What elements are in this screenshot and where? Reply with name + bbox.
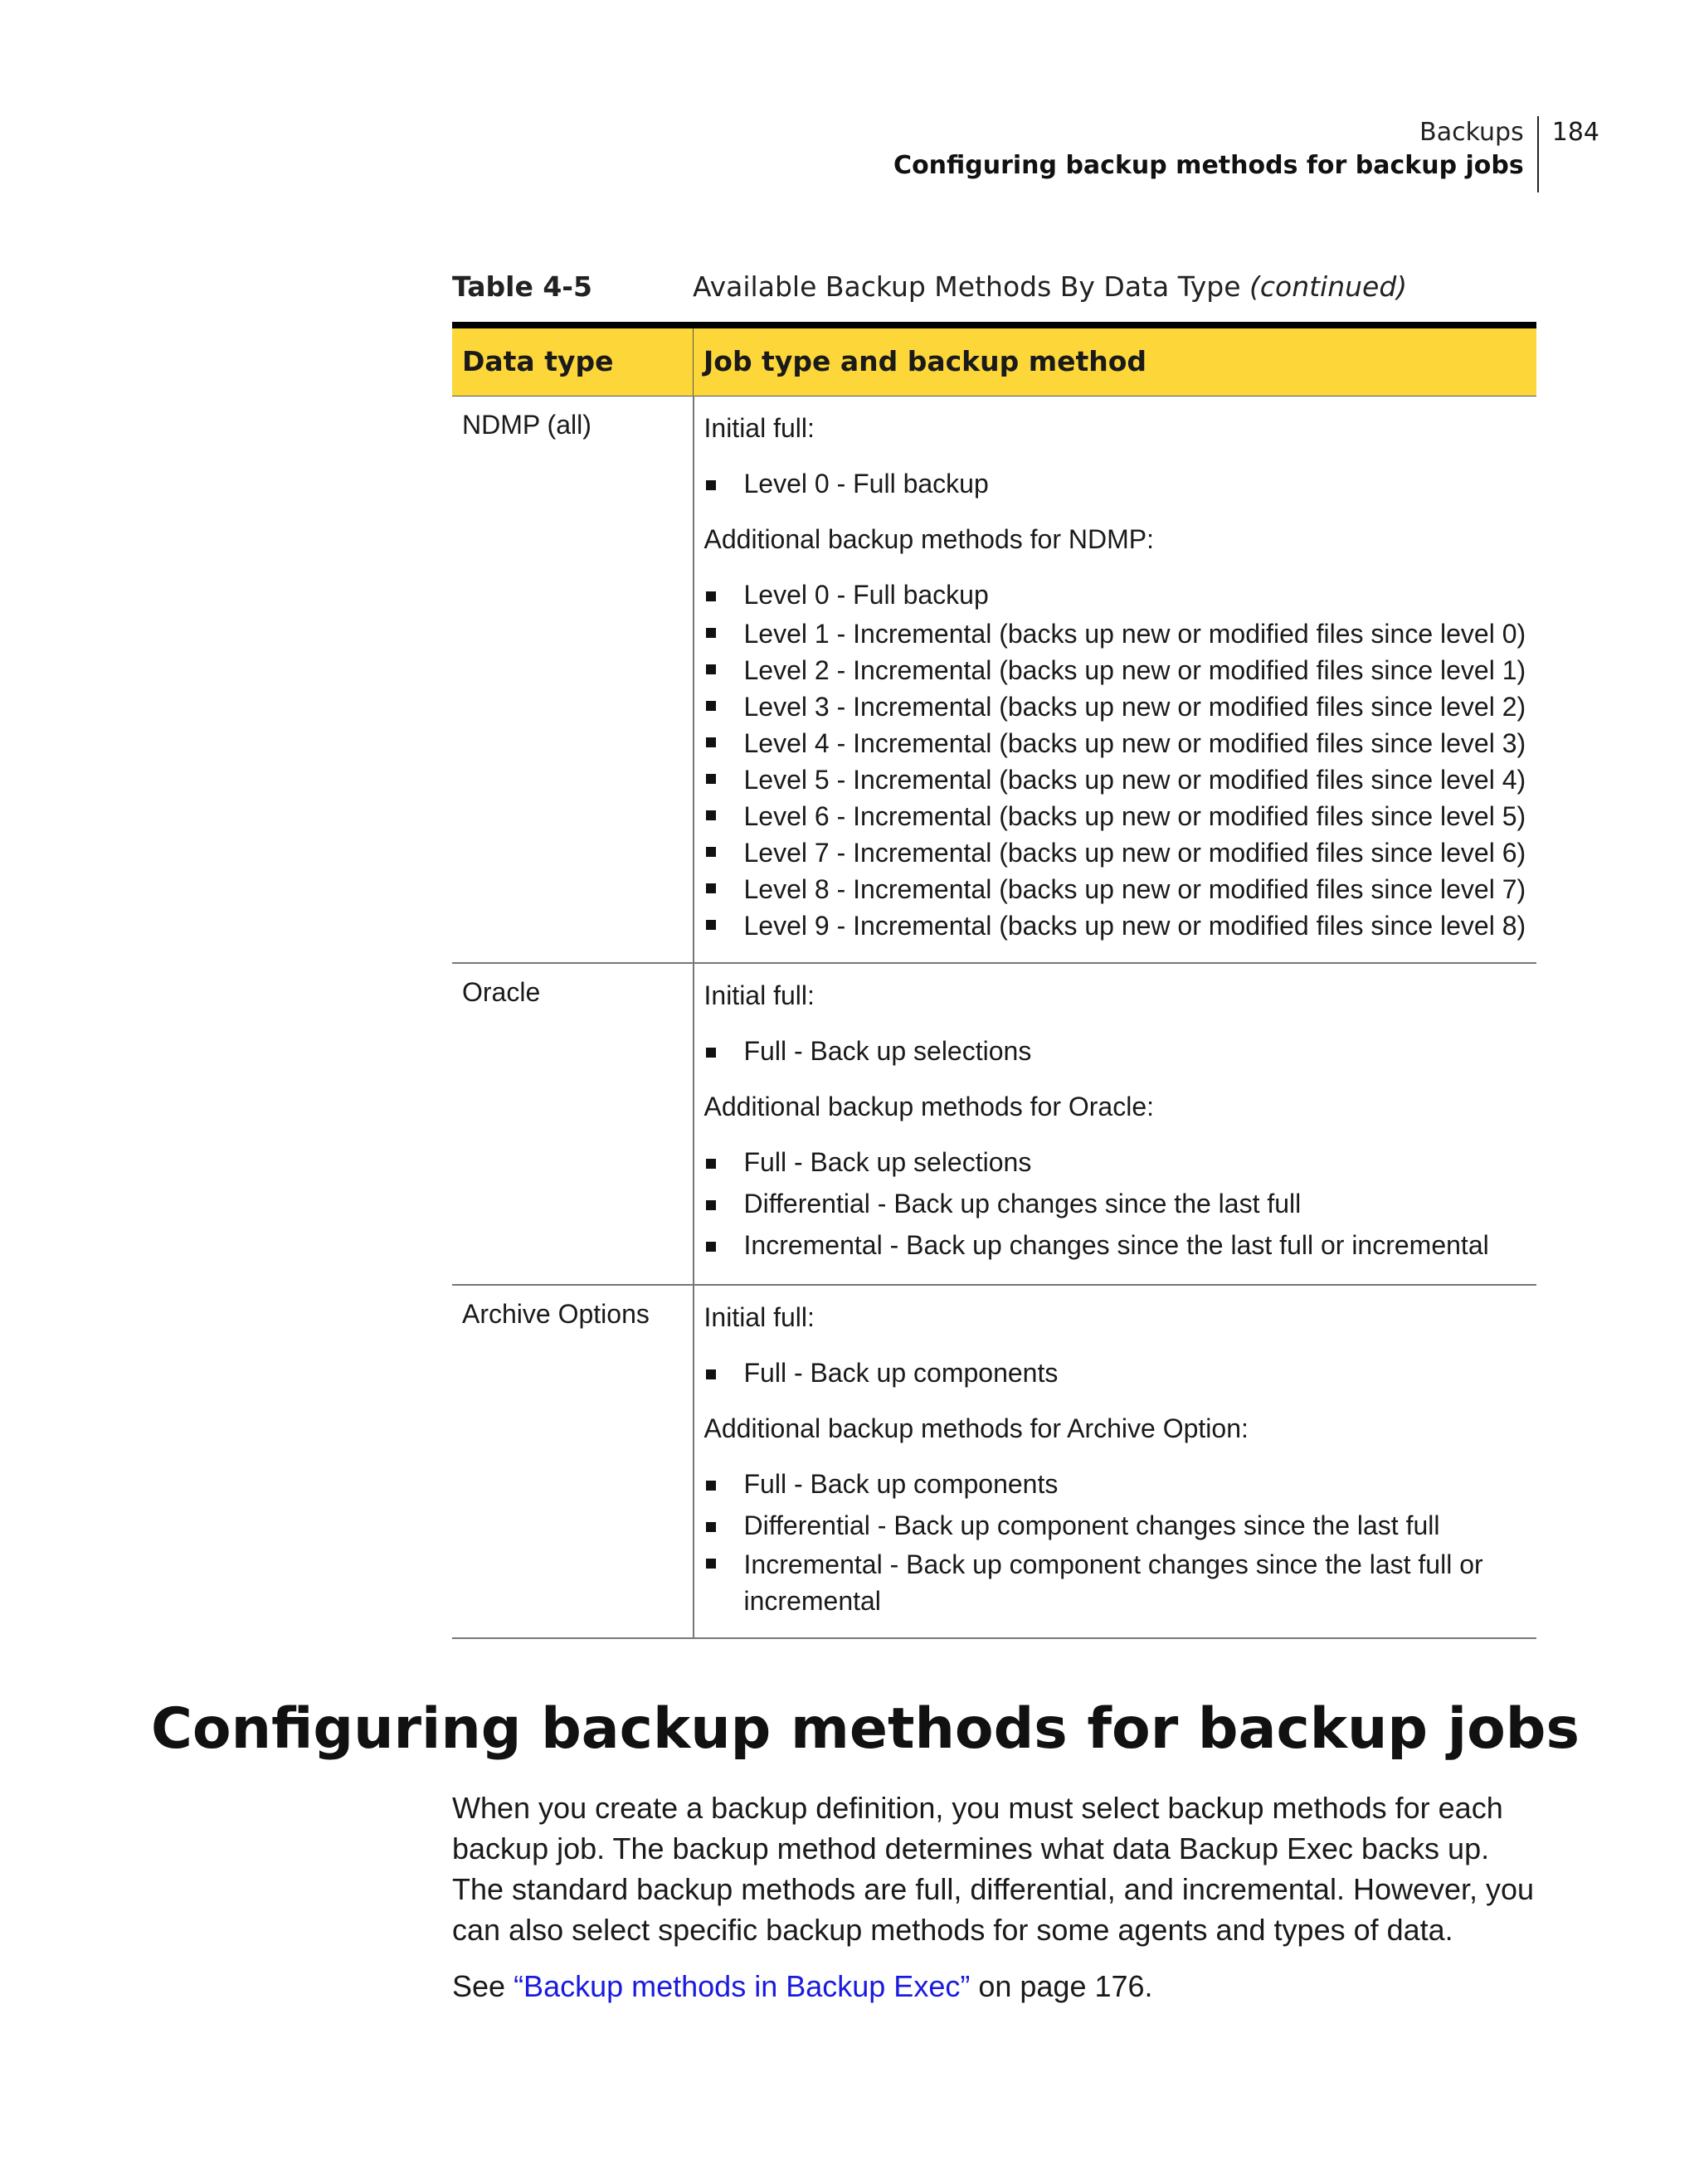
data-type-cell: Archive Options: [452, 1285, 694, 1638]
column-header-job-type: Job type and backup method: [694, 325, 1537, 396]
method-list-item: Full - Back up selections: [704, 1030, 1527, 1072]
method-list-item: Level 0 - Full backup: [704, 463, 1527, 504]
chapter-title: Backups: [1419, 118, 1524, 147]
see-also-suffix: on page 176.: [970, 1969, 1153, 2003]
table-title: Available Backup Methods By Data Type: [693, 270, 1241, 303]
page-number: 184: [1551, 118, 1599, 147]
backup-method-cell: [694, 1285, 1537, 1638]
section-heading: Configuring backup methods for backup jobs: [151, 1696, 1580, 1762]
cross-reference-link[interactable]: “Backup methods in Backup Exec”: [514, 1969, 971, 2003]
table-number: Table 4-5: [452, 270, 592, 303]
additional-methods-label: Additional backup methods for Archive Option:: [703, 1413, 1249, 1443]
method-list-item: Level 1 - Incremental (backs up new or modified files since level 0): [704, 615, 1527, 652]
method-list-item: Full - Back up components: [704, 1352, 1527, 1394]
method-list-item: Level 6 - Incremental (backs up new or modified files since level 5): [704, 798, 1527, 834]
running-header-text: [893, 116, 1539, 192]
table-row: [452, 1285, 1536, 1638]
table-continued: (continued): [1249, 270, 1408, 303]
method-list: [704, 1463, 1527, 1619]
see-also-paragraph: [452, 1966, 1153, 2006]
data-type-cell: NDMP (all): [452, 396, 694, 964]
method-list-item: Level 9 - Incremental (backs up new or modified files since level 8): [704, 907, 1527, 944]
method-list-item: Level 0 - Full backup: [704, 574, 1527, 615]
table-header-row: [452, 325, 1536, 396]
method-list-item: Level 4 - Incremental (backs up new or modified files since level 3): [704, 725, 1527, 761]
method-list-item: Full - Back up components: [704, 1463, 1527, 1505]
backup-methods-table: [452, 322, 1536, 1639]
table-row: [452, 396, 1536, 964]
body-paragraph: When you create a backup definition, you must select backup methods for each backup job. The backup method determines what data Backup Exec backs up. The standard backup methods are full, differential, and incremental. However, you can also select specific backup methods for some agents and types of data.: [452, 1791, 1535, 1947]
method-list: [704, 574, 1527, 944]
section-title: Configuring backup methods for backup jobs: [893, 151, 1524, 180]
method-list-item: Differential - Back up component changes since the last full: [704, 1505, 1527, 1546]
additional-methods-label: Additional backup methods for NDMP:: [703, 524, 1154, 554]
initial-full-label: Initial full:: [703, 1302, 815, 1332]
method-list-item: Differential - Back up changes since the last full: [704, 1183, 1527, 1224]
method-list: [704, 1141, 1527, 1266]
method-list: [704, 1352, 1527, 1394]
table-row: [452, 963, 1536, 1285]
method-list-item: Incremental - Back up changes since the last full or incremental: [704, 1224, 1527, 1266]
backup-method-cell: [694, 963, 1537, 1285]
column-header-data-type: Data type: [452, 325, 694, 396]
additional-methods-label: Additional backup methods for Oracle:: [703, 1092, 1155, 1121]
method-list-item: Full - Back up selections: [704, 1141, 1527, 1183]
method-list-item: Level 3 - Incremental (backs up new or modified files since level 2): [704, 688, 1527, 725]
data-type-cell: Oracle: [452, 963, 694, 1285]
method-list-item: Level 2 - Incremental (backs up new or modified files since level 1): [704, 652, 1527, 688]
running-header: [893, 116, 1599, 192]
method-list: [704, 463, 1527, 504]
method-list-item: Level 5 - Incremental (backs up new or modified files since level 4): [704, 761, 1527, 798]
initial-full-label: Initial full:: [703, 413, 815, 443]
initial-full-label: Initial full:: [703, 980, 815, 1010]
backup-method-cell: [694, 396, 1537, 964]
method-list: [704, 1030, 1527, 1072]
table-caption: [452, 270, 1407, 303]
table-body: [452, 396, 1536, 1639]
method-list-item: Incremental - Back up component changes since the last full or incremental: [704, 1546, 1527, 1619]
method-list-item: Level 7 - Incremental (backs up new or modified files since level 6): [704, 834, 1527, 871]
method-list-item: Level 8 - Incremental (backs up new or modified files since level 7): [704, 871, 1527, 907]
see-also-prefix: See: [452, 1969, 514, 2003]
